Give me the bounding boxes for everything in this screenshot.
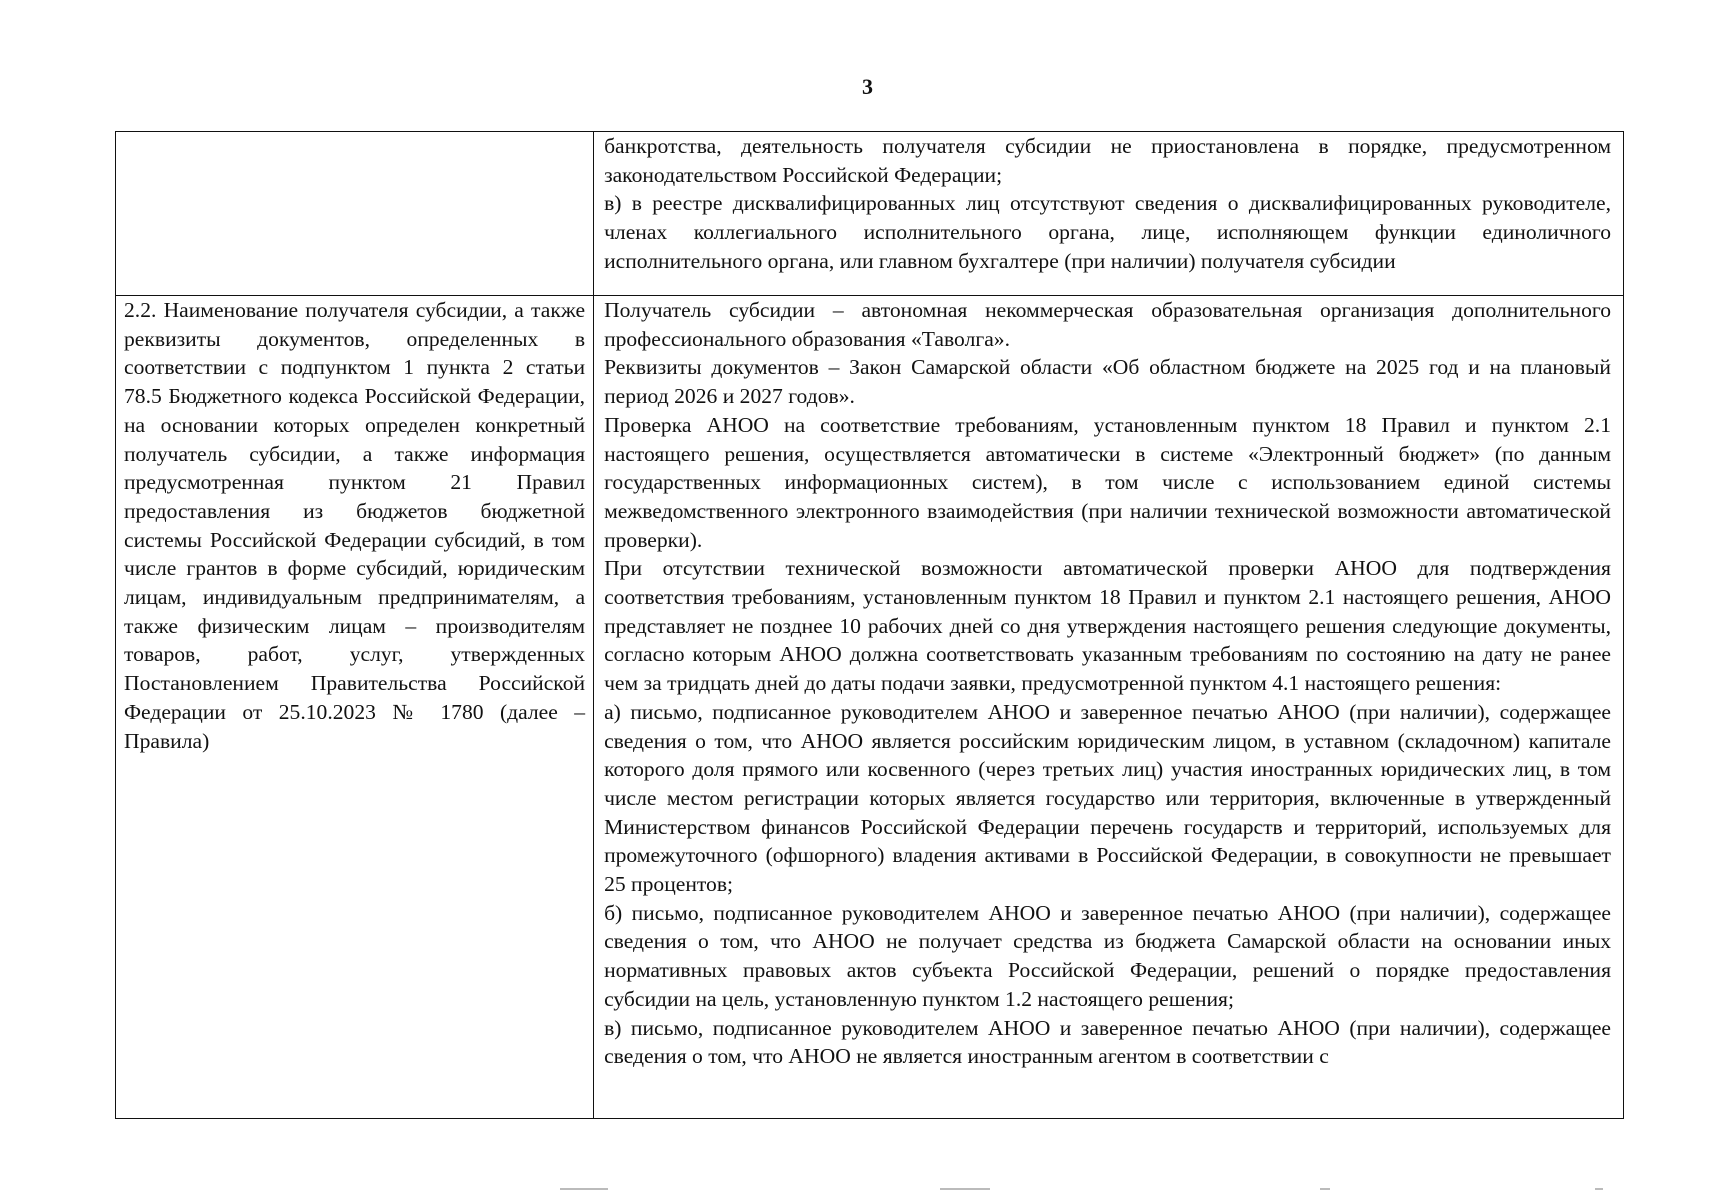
scan-mark: [940, 1188, 990, 1190]
scan-mark: [1595, 1188, 1603, 1190]
paragraph: Проверка АНОО на соответствие требованиям, установленным пунктом 18 Правил и пунктом 2.1 настоящего решения, осуществляется автоматически в системе «Электронный бюджет» (по данным государственных информационных систем), в том числе с использованием единой системы межведомственного электронного взаимодействия (при наличии технической возможности автоматической проверки).: [604, 412, 1611, 552]
scan-mark: [560, 1188, 608, 1190]
paragraph: банкротства, деятельность получателя субсидии не приостановлена в порядке, предусмотренном законодательством Российской Федерации;: [604, 134, 1611, 187]
paragraph: При отсутствии технической возможности автоматической проверки АНОО для подтверждения соответствия требованиям, установленным пунктом 18 Правил и пунктом 2.1 настоящего решения, АНОО представляет не позднее 10 рабочих дней со дня утверждения настоящего решения следующие документы, согласно которым АНОО должна соответствовать указанным требованиям по состоянию на дату не ранее чем за тридцать дней до даты подачи заявки, предусмотренной пунктом 4.1 настоящего решения:: [604, 556, 1611, 696]
scan-artifacts: [0, 1188, 1735, 1192]
document-table: [115, 131, 1624, 1119]
table-row: [116, 132, 1624, 296]
section-heading-text: 2.2. Наименование получателя субсидии, а также реквизиты документов, определенных в соответствии с подпунктом 1 пункта 2 статьи 78.5 Бюджетного кодекса Российской Федерации, на основании которых определен конкретный получатель субсидии, а также информация предусмотренная пунктом 21 Правил предоставления из бюджетов бюджетной системы Российской Федерации субсидий, в том числе грантов в форме субсидий, юридическим лицам, индивидуальным предпринимателям, а также физическим лицам – производителям товаров, работ, услуг, утвержденных Постановлением Правительства Российской Федерации от 25.10.2023 № 1780 (далее – Правила): [124, 298, 586, 753]
paragraph: Получатель субсидии – автономная некоммерческая образовательная организация дополнительного профессионального образования «Таволга».: [604, 298, 1611, 351]
paragraph: Реквизиты документов – Закон Самарской области «Об областном бюджете на 2025 год и на плановый период 2026 и 2027 годов».: [604, 355, 1611, 409]
paragraph: б) письмо, подписанное руководителем АНОО и заверенное печатью АНОО (при наличии), содержащее сведения о том, что АНОО не получает средства из бюджета Самарской области на основании иных нормативных правовых актов субъекта Российской Федерации, решений о порядке предоставления субсидии на цель, установленную пунктом 1.2 настоящего решения;: [604, 900, 1611, 1011]
scan-mark: [1320, 1188, 1330, 1190]
paragraph: в) письмо, подписанное руководителем АНОО и заверенное печатью АНОО (при наличии), содержащее сведения о том, что АНОО не является иностранным агентом в соответствии с: [604, 1015, 1611, 1069]
page-number: 3: [862, 74, 873, 99]
table-cell-left-empty: [116, 132, 594, 296]
table-cell-left: [116, 296, 594, 1119]
table-row: [116, 296, 1624, 1119]
paragraph: а) письмо, подписанное руководителем АНОО и заверенное печатью АНОО (при наличии), содержащее сведения о том, что АНОО является российским юридическим лицом, в уставном (складочном) капитале которого доля прямого или косвенного (через третьих лиц) участия иностранных юридических лиц, в том числе местом регистрации которых является государство или территория, включенные в утвержденный Министерством финансов Российской Федерации перечень государств и территорий, используемых для промежуточного (офшорного) владения активами в Российской Федерации, в совокупности не превышает 25 процентов;: [604, 699, 1611, 897]
paragraph: в) в реестре дисквалифицированных лиц отсутствуют сведения о дисквалифицированных руководителе, членах коллегиального исполнительного органа, лице, исполняющем функции единоличного исполнительного органа, или главном бухгалтере (при наличии) получателя субсидии: [604, 191, 1611, 273]
table-cell-right: [594, 296, 1624, 1119]
table-cell-right: [594, 132, 1624, 296]
cell-content: [604, 296, 1611, 1071]
